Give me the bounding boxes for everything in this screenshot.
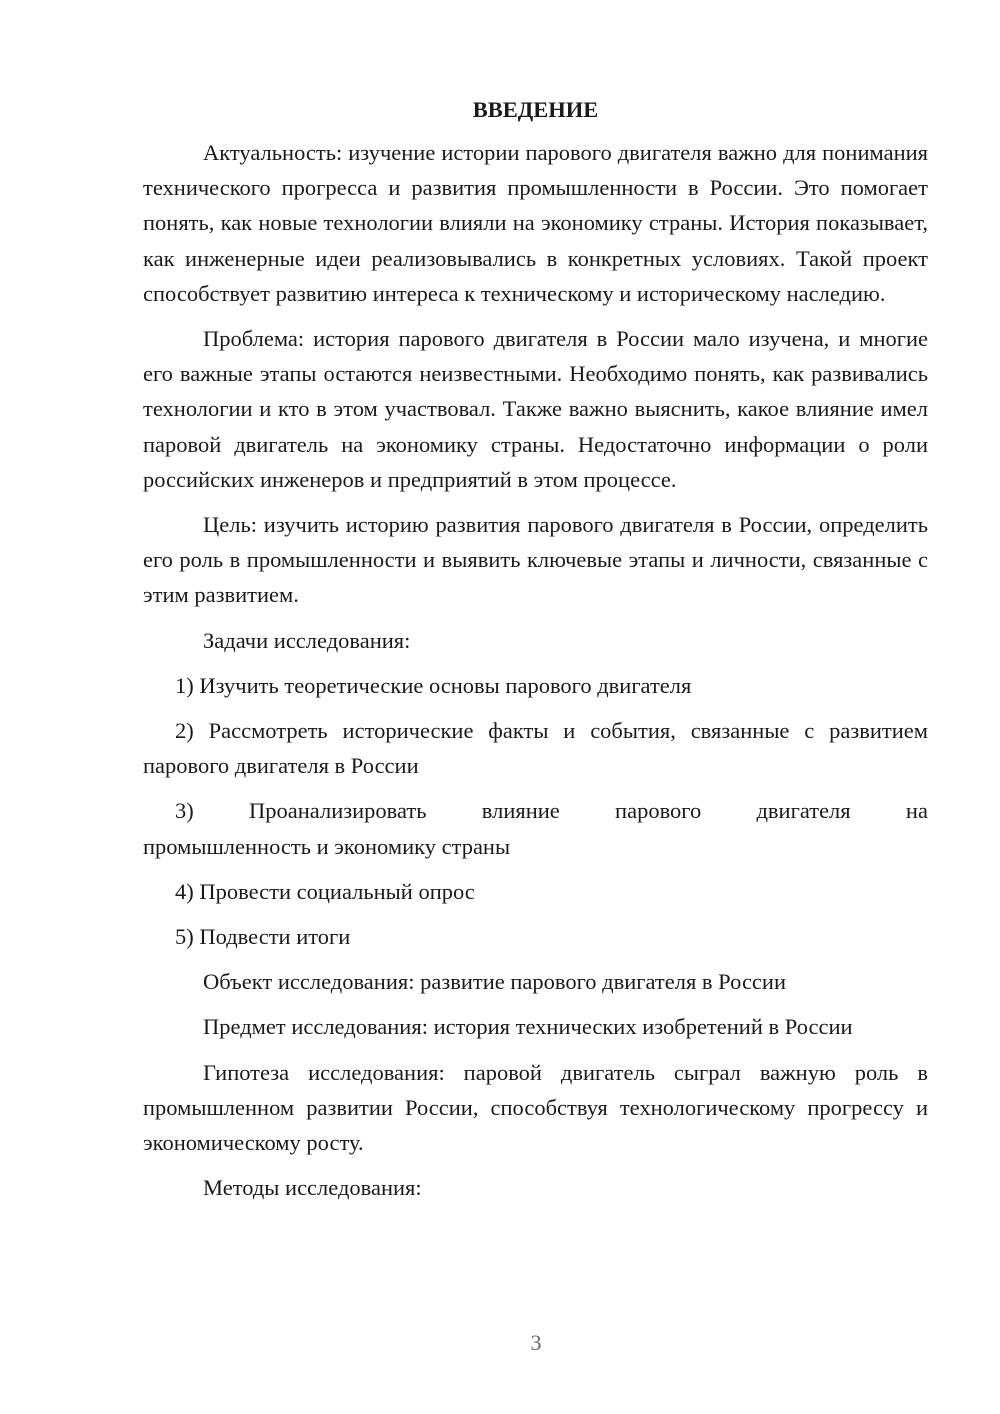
task-3-word: двигателя bbox=[756, 798, 851, 824]
problem-paragraph: Проблема: история парового двигателя в России мало изучена, и многие его важные этапы остаются неизвестными. Необходимо понять, как развивались технологии и кто в этом участвовал. Также важно выяснить, какое влияние имел паровой двигатель на экономику страны. Недостаточно информации о роли российских инженеров и предприятий в этом процессе. bbox=[143, 326, 928, 492]
task-item-1: 1) Изучить теоретические основы парового двигателя bbox=[175, 672, 692, 698]
task-item-3 bbox=[143, 793, 928, 863]
task-3-word: на bbox=[905, 798, 928, 824]
task-item-5: 5) Подвести итоги bbox=[175, 924, 351, 950]
page-number: 3 bbox=[530, 1330, 542, 1355]
tasks-heading: Задачи исследования: bbox=[203, 627, 411, 653]
task-item-2: 2) Рассмотреть исторические факты и события, связанные с развитием парового двигателя в России bbox=[143, 718, 928, 779]
task-item-3-continuation: промышленность и экономику страны bbox=[143, 833, 511, 859]
task-3-word: 3) bbox=[175, 798, 194, 824]
task-item-4: 4) Провести социальный опрос bbox=[175, 878, 475, 904]
subject-paragraph: Предмет исследования: история технических изобретений в России bbox=[203, 1014, 853, 1040]
section-title: ВВЕДЕНИЕ bbox=[472, 97, 599, 122]
task-item-3-first-line bbox=[143, 793, 928, 828]
relevance-paragraph: Актуальность: изучение истории парового двигателя важно для понимания технического прогресса и развития промышленности в России. Это помогает понять, как новые технологии влияли на экономику страны. История показывает, как инженерные идеи реализовывались в конкретных условиях. Такой проект способствует развитию интереса к техническому и историческому наследию. bbox=[143, 140, 928, 306]
task-3-word: Проанализировать bbox=[249, 798, 427, 824]
document-page bbox=[143, 92, 928, 1215]
hypothesis-paragraph: Гипотеза исследования: паровой двигатель сыграл важную роль в промышленном развитии России, способствуя технологическому прогрессу и экономическому росту. bbox=[143, 1059, 928, 1156]
goal-paragraph: Цель: изучить историю развития парового двигателя в России, определить его роль в промышленности и выявить ключевые этапы и личности, связанные с этим развитием. bbox=[143, 512, 928, 608]
object-paragraph: Объект исследования: развитие парового двигателя в России bbox=[203, 969, 787, 995]
methods-heading: Методы исследования: bbox=[203, 1175, 422, 1201]
task-3-word: влияние bbox=[481, 798, 560, 824]
task-3-word: парового bbox=[615, 798, 702, 824]
